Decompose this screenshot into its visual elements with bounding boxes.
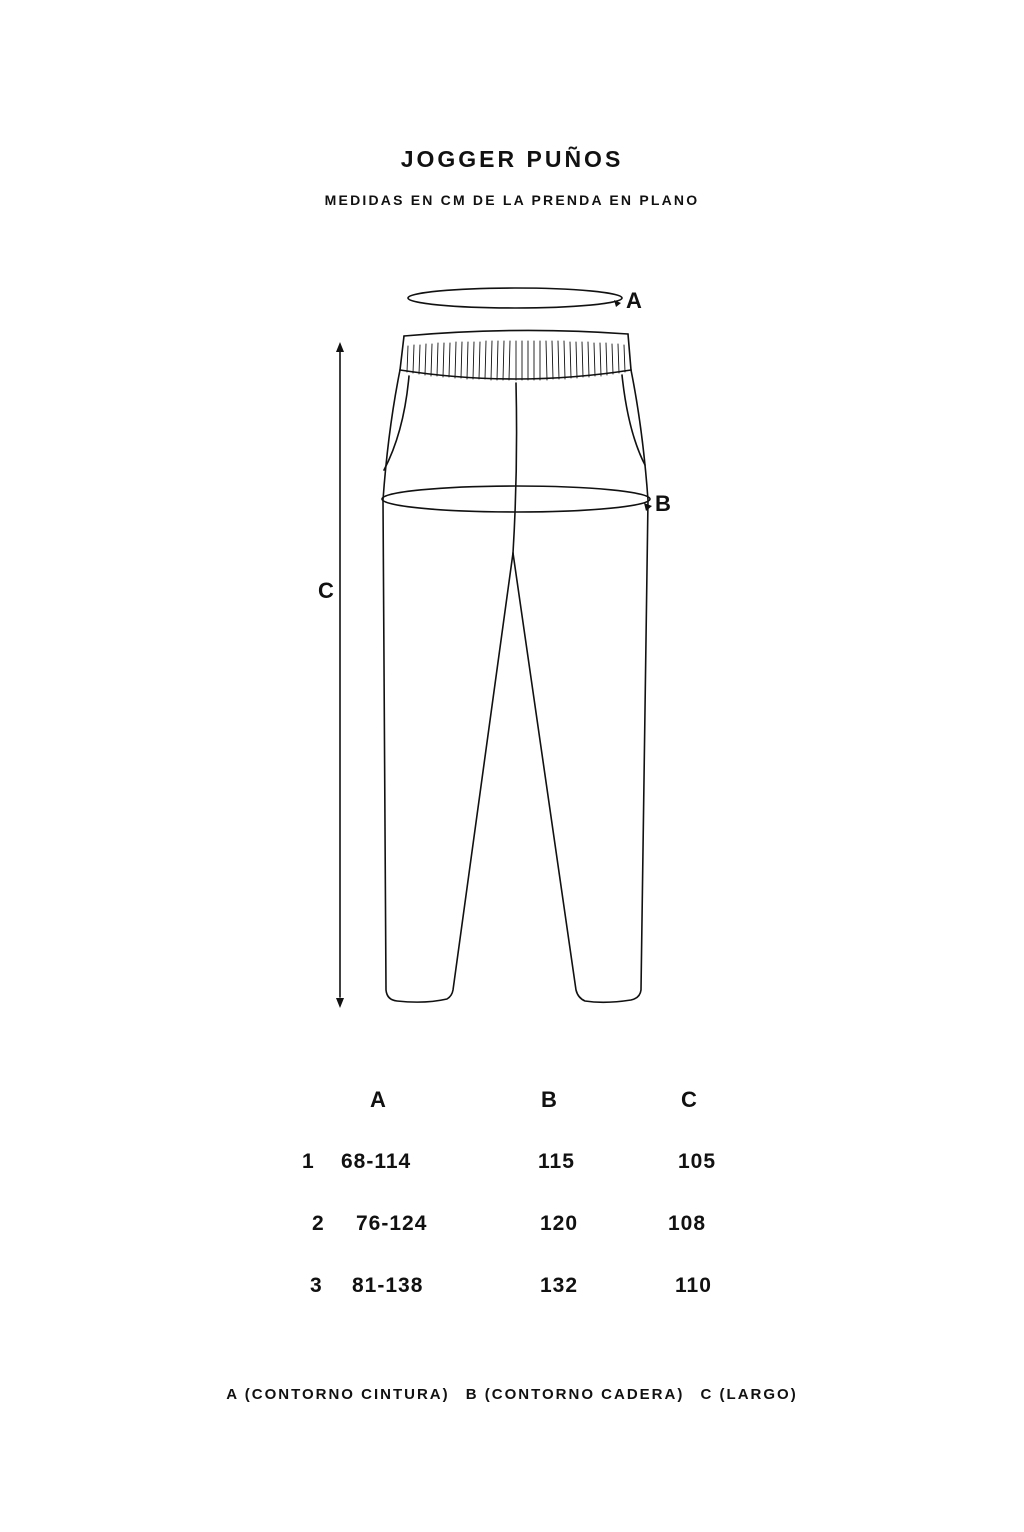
row-value-b: 115 <box>538 1150 575 1173</box>
label-c: C <box>318 578 334 603</box>
legend-c: C (LARGO) <box>700 1386 798 1403</box>
trouser-outline <box>383 370 648 1002</box>
measurement-legend <box>0 1386 1024 1403</box>
label-a: A <box>626 288 642 313</box>
row-value-a: 68-114 <box>341 1150 412 1173</box>
row-size: 1 <box>302 1150 315 1173</box>
row-size: 3 <box>310 1274 323 1297</box>
label-b: B <box>655 491 671 516</box>
row-value-a: 81-138 <box>352 1274 424 1297</box>
page-subtitle: MEDIDAS EN CM DE LA PRENDA EN PLANO <box>324 192 700 208</box>
row-value-b: 120 <box>540 1212 579 1235</box>
row-value-a: 76-124 <box>356 1212 428 1235</box>
waistband <box>400 330 631 380</box>
measure-b-hip <box>382 486 652 512</box>
column-header-b: B <box>541 1087 557 1112</box>
page-title: JOGGER PUÑOS <box>400 146 624 172</box>
measure-c-length <box>336 342 344 1008</box>
legend-a: A (CONTORNO CINTURA) <box>226 1386 450 1403</box>
column-header-a: A <box>370 1087 386 1112</box>
row-value-c: 105 <box>678 1150 717 1173</box>
row-value-c: 110 <box>675 1274 712 1297</box>
row-value-c: 108 <box>668 1212 707 1235</box>
column-header-c: C <box>681 1087 697 1112</box>
row-size: 2 <box>312 1212 325 1235</box>
legend-b: B (CONTORNO CADERA) <box>465 1386 685 1403</box>
measure-a-waist <box>408 288 622 308</box>
row-value-b: 132 <box>540 1274 579 1297</box>
